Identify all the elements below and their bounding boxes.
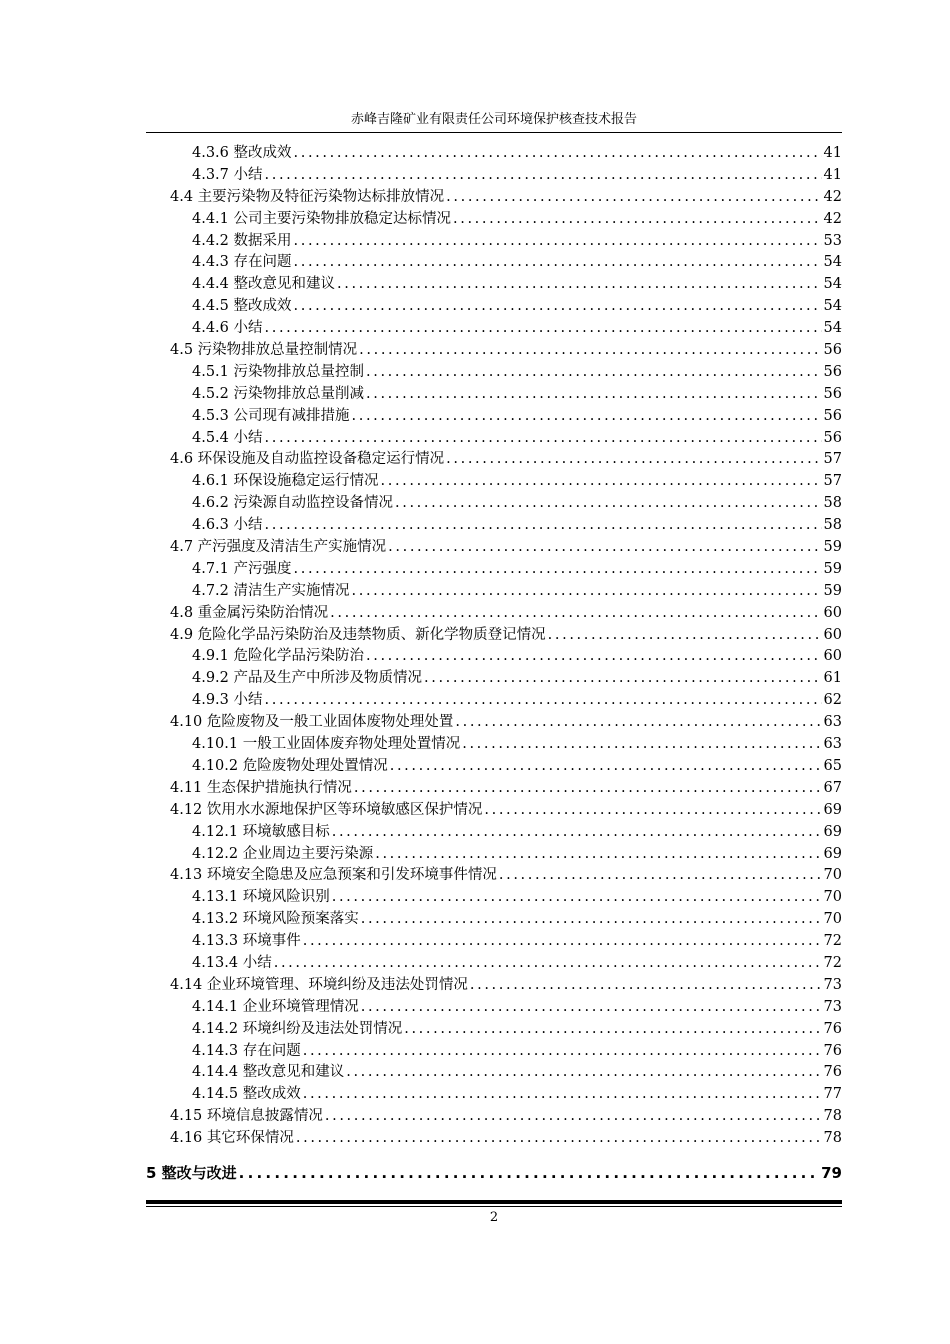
toc-entry-title: 4.7.1 产污强度 [192, 560, 292, 577]
toc-entry-page: 59 [823, 560, 842, 577]
toc-entry[interactable] [146, 384, 842, 406]
toc-entry-page: 56 [823, 429, 842, 446]
toc-entry-page: 56 [823, 342, 842, 359]
toc-entry[interactable] [146, 887, 842, 909]
toc-entry[interactable] [146, 1156, 842, 1190]
toc-entry-title: 4.5.2 污染物排放总量削减 [192, 385, 365, 402]
toc-entry[interactable] [146, 471, 842, 493]
toc-entry-page: 76 [823, 1064, 842, 1081]
toc-entry-page: 67 [823, 779, 842, 796]
toc-leader-dots [446, 187, 821, 209]
toc-leader-dots [325, 1106, 822, 1128]
table-of-contents [146, 143, 842, 1190]
toc-entry-page: 54 [823, 276, 842, 293]
toc-entry-title: 4.13.2 环境风险预案落实 [192, 911, 359, 928]
toc-entry[interactable] [146, 712, 842, 734]
toc-entry[interactable] [146, 690, 842, 712]
toc-entry-page: 57 [823, 473, 842, 490]
toc-entry-page: 70 [823, 867, 842, 884]
toc-entry-page: 72 [823, 933, 842, 950]
toc-leader-dots [361, 909, 822, 931]
toc-entry-page: 54 [823, 298, 842, 315]
toc-entry[interactable] [146, 1019, 842, 1041]
toc-entry-page: 62 [823, 692, 842, 709]
toc-entry-page: 65 [823, 757, 842, 774]
toc-entry[interactable] [146, 296, 842, 318]
toc-entry[interactable] [146, 406, 842, 428]
toc-leader-dots [404, 1019, 821, 1041]
toc-leader-dots [303, 1084, 822, 1106]
toc-entry-page: 57 [823, 451, 842, 468]
toc-leader-dots [265, 690, 822, 712]
toc-entry-title: 4.13.3 环境事件 [192, 933, 301, 950]
toc-leader-dots [332, 822, 822, 844]
toc-leader-dots [294, 143, 822, 165]
toc-leader-dots [366, 362, 822, 384]
toc-entry[interactable] [146, 165, 842, 187]
toc-leader-dots [265, 165, 822, 187]
toc-leader-dots [375, 844, 821, 866]
toc-leader-dots [352, 581, 822, 603]
toc-leader-dots [239, 1156, 819, 1190]
toc-leader-dots [359, 340, 821, 362]
toc-entry-title: 4.9.2 产品及生产中所涉及物质情况 [192, 670, 423, 687]
toc-entry[interactable] [146, 537, 842, 559]
toc-leader-dots [499, 865, 822, 887]
toc-leader-dots [294, 252, 822, 274]
toc-entry-title: 4.13.1 环境风险识别 [192, 889, 330, 906]
toc-entry-page: 59 [823, 539, 842, 556]
toc-entry-page: 60 [823, 626, 842, 643]
toc-entry-title: 4.10.2 危险废物处理处置情况 [192, 757, 388, 774]
toc-entry-page: 56 [823, 363, 842, 380]
toc-entry-page: 79 [821, 1163, 842, 1182]
toc-entry[interactable] [146, 1041, 842, 1063]
toc-leader-dots [337, 274, 822, 296]
toc-entry[interactable] [146, 428, 842, 450]
toc-entry[interactable] [146, 909, 842, 931]
toc-entry[interactable] [146, 953, 842, 975]
toc-leader-dots [354, 778, 822, 800]
toc-entry-page: 56 [823, 385, 842, 402]
toc-entry-page: 69 [823, 845, 842, 862]
toc-leader-dots [265, 515, 822, 537]
toc-entry-title: 4.16 其它环保情况 [170, 1130, 294, 1147]
toc-entry-page: 78 [823, 1130, 842, 1147]
toc-leader-dots [455, 712, 821, 734]
toc-leader-dots [381, 471, 822, 493]
toc-entry[interactable] [146, 931, 842, 953]
toc-entry-page: 76 [823, 1020, 842, 1037]
toc-entry-title: 5 整改与改进 [146, 1163, 237, 1182]
toc-entry-page: 76 [823, 1042, 842, 1059]
toc-entry[interactable] [146, 646, 842, 668]
toc-leader-dots [294, 559, 822, 581]
toc-entry-title: 4.12 饮用水水源地保护区等环境敏感区保护情况 [170, 801, 483, 818]
toc-entry-title: 4.5.4 小结 [192, 429, 263, 446]
toc-entry[interactable] [146, 318, 842, 340]
toc-leader-dots [346, 1062, 821, 1084]
toc-entry[interactable] [146, 493, 842, 515]
toc-entry-title: 4.4 主要污染物及特征污染物达标排放情况 [170, 188, 445, 205]
toc-entry-title: 4.4.6 小结 [192, 320, 263, 337]
toc-entry-page: 60 [823, 648, 842, 665]
footer-divider-thin [146, 1206, 842, 1207]
toc-entry[interactable] [146, 252, 842, 274]
toc-entry-title: 4.6.2 污染源自动监控设备情况 [192, 495, 394, 512]
toc-entry-title: 4.7 产污强度及清洁生产实施情况 [170, 539, 387, 556]
toc-entry[interactable] [146, 625, 842, 647]
toc-entry-page: 73 [823, 976, 842, 993]
toc-entry[interactable] [146, 449, 842, 471]
toc-entry[interactable] [146, 274, 842, 296]
footer-divider-thick [146, 1200, 842, 1204]
toc-entry-title: 4.6 环保设施及自动监控设备稳定运行情况 [170, 451, 445, 468]
toc-leader-dots [303, 931, 822, 953]
toc-leader-dots [446, 449, 821, 471]
toc-leader-dots [462, 734, 821, 756]
toc-leader-dots [265, 318, 822, 340]
toc-entry-page: 77 [823, 1086, 842, 1103]
toc-entry-title: 4.9.1 危险化学品污染防治 [192, 648, 365, 665]
toc-entry-title: 4.9 危险化学品污染防治及违禁物质、新化学物质登记情况 [170, 626, 546, 643]
toc-entry[interactable] [146, 231, 842, 253]
toc-leader-dots [470, 975, 822, 997]
toc-entry-title: 4.5 污染物排放总量控制情况 [170, 342, 358, 359]
toc-entry-page: 58 [823, 495, 842, 512]
toc-entry[interactable] [146, 1084, 842, 1106]
toc-entry-title: 4.10.1 一般工业固体废弃物处理处置情况 [192, 736, 461, 753]
toc-entry-page: 41 [823, 166, 842, 183]
toc-leader-dots [484, 800, 821, 822]
toc-leader-dots [424, 668, 822, 690]
toc-entry-title: 4.5.3 公司现有减排措施 [192, 407, 350, 424]
toc-entry[interactable] [146, 778, 842, 800]
toc-entry[interactable] [146, 975, 842, 997]
toc-entry-title: 4.8 重金属污染防治情况 [170, 604, 329, 621]
toc-entry-title: 4.6.1 环保设施稳定运行情况 [192, 473, 379, 490]
toc-entry-title: 4.14 企业环境管理、环境纠纷及违法处罚情况 [170, 976, 468, 993]
page-header: 赤峰吉隆矿业有限责任公司环境保护核查技术报告 [350, 112, 637, 127]
toc-entry-page: 56 [823, 407, 842, 424]
toc-entry-page: 69 [823, 801, 842, 818]
toc-entry-title: 4.3.7 小结 [192, 166, 263, 183]
toc-entry-title: 4.9.3 小结 [192, 692, 263, 709]
toc-leader-dots [366, 646, 822, 668]
toc-entry[interactable] [146, 515, 842, 537]
toc-leader-dots [453, 209, 822, 231]
toc-entry[interactable] [146, 997, 842, 1019]
toc-entry[interactable] [146, 559, 842, 581]
toc-leader-dots [265, 428, 822, 450]
toc-entry[interactable] [146, 209, 842, 231]
toc-entry-page: 42 [823, 188, 842, 205]
toc-entry-title: 4.13.4 小结 [192, 954, 272, 971]
toc-leader-dots [274, 953, 822, 975]
toc-entry-page: 61 [823, 670, 842, 687]
toc-leader-dots [388, 537, 821, 559]
toc-entry[interactable] [146, 844, 842, 866]
toc-leader-dots [303, 1041, 822, 1063]
header-divider [146, 132, 842, 133]
toc-entry-title: 4.11 生态保护措施执行情况 [170, 779, 352, 796]
toc-leader-dots [361, 997, 822, 1019]
toc-entry-title: 4.10 危险废物及一般工业固体废物处理处置 [170, 714, 454, 731]
toc-leader-dots [395, 493, 822, 515]
toc-entry[interactable] [146, 187, 842, 209]
toc-entry-title: 4.4.1 公司主要污染物排放稳定达标情况 [192, 210, 452, 227]
toc-entry-page: 53 [823, 232, 842, 249]
toc-entry-title: 4.12.2 企业周边主要污染源 [192, 845, 374, 862]
toc-entry-page: 72 [823, 954, 842, 971]
toc-entry[interactable] [146, 756, 842, 778]
toc-entry-title: 4.6.3 小结 [192, 517, 263, 534]
toc-entry-title: 4.4.5 整改成效 [192, 298, 292, 315]
toc-entry-title: 4.15 环境信息披露情况 [170, 1108, 323, 1125]
toc-entry[interactable] [146, 1128, 842, 1150]
toc-entry-title: 4.7.2 清洁生产实施情况 [192, 582, 350, 599]
toc-entry-page: 70 [823, 911, 842, 928]
toc-entry-title: 4.14.2 环境纠纷及违法处罚情况 [192, 1020, 403, 1037]
toc-entry-title: 4.14.3 存在问题 [192, 1042, 301, 1059]
toc-leader-dots [296, 1128, 822, 1150]
toc-entry-page: 63 [823, 736, 842, 753]
toc-entry-title: 4.14.4 整改意见和建议 [192, 1064, 345, 1081]
toc-entry-page: 70 [823, 889, 842, 906]
toc-entry[interactable] [146, 362, 842, 384]
toc-entry-page: 59 [823, 582, 842, 599]
toc-leader-dots [294, 296, 822, 318]
toc-entry[interactable] [146, 734, 842, 756]
toc-entry-title: 4.14.5 整改成效 [192, 1086, 301, 1103]
toc-entry-page: 78 [823, 1108, 842, 1125]
toc-leader-dots [330, 603, 821, 625]
toc-entry-title: 4.4.2 数据采用 [192, 232, 292, 249]
toc-entry[interactable] [146, 581, 842, 603]
toc-leader-dots [390, 756, 822, 778]
toc-leader-dots [294, 231, 822, 253]
toc-entry-page: 54 [823, 254, 842, 271]
toc-entry-page: 58 [823, 517, 842, 534]
toc-entry-page: 63 [823, 714, 842, 731]
toc-entry-title: 4.13 环境安全隐患及应急预案和引发环境事件情况 [170, 867, 497, 884]
toc-entry-title: 4.5.1 污染物排放总量控制 [192, 363, 365, 380]
toc-entry[interactable] [146, 603, 842, 625]
toc-leader-dots [332, 887, 822, 909]
toc-entry[interactable] [146, 668, 842, 690]
toc-entry[interactable] [146, 1106, 842, 1128]
toc-leader-dots [366, 384, 822, 406]
toc-entry-page: 42 [823, 210, 842, 227]
toc-entry-title: 4.12.1 环境敏感目标 [192, 823, 330, 840]
toc-entry-title: 4.14.1 企业环境管理情况 [192, 998, 359, 1015]
toc-entry-title: 4.4.4 整改意见和建议 [192, 276, 336, 293]
toc-leader-dots [548, 625, 822, 647]
toc-entry-title: 4.4.3 存在问题 [192, 254, 292, 271]
toc-entry-page: 54 [823, 320, 842, 337]
toc-entry[interactable] [146, 143, 842, 165]
toc-entry-page: 73 [823, 998, 842, 1015]
toc-entry[interactable] [146, 340, 842, 362]
toc-entry-title: 4.3.6 整改成效 [192, 145, 292, 161]
toc-entry[interactable] [146, 822, 842, 844]
toc-entry-page: 41 [823, 145, 842, 161]
page-number: 2 [489, 1210, 499, 1225]
toc-entry[interactable] [146, 865, 842, 887]
toc-leader-dots [352, 406, 822, 428]
toc-entry-page: 69 [823, 823, 842, 840]
toc-entry[interactable] [146, 800, 842, 822]
toc-entry[interactable] [146, 1062, 842, 1084]
toc-entry-page: 60 [823, 604, 842, 621]
